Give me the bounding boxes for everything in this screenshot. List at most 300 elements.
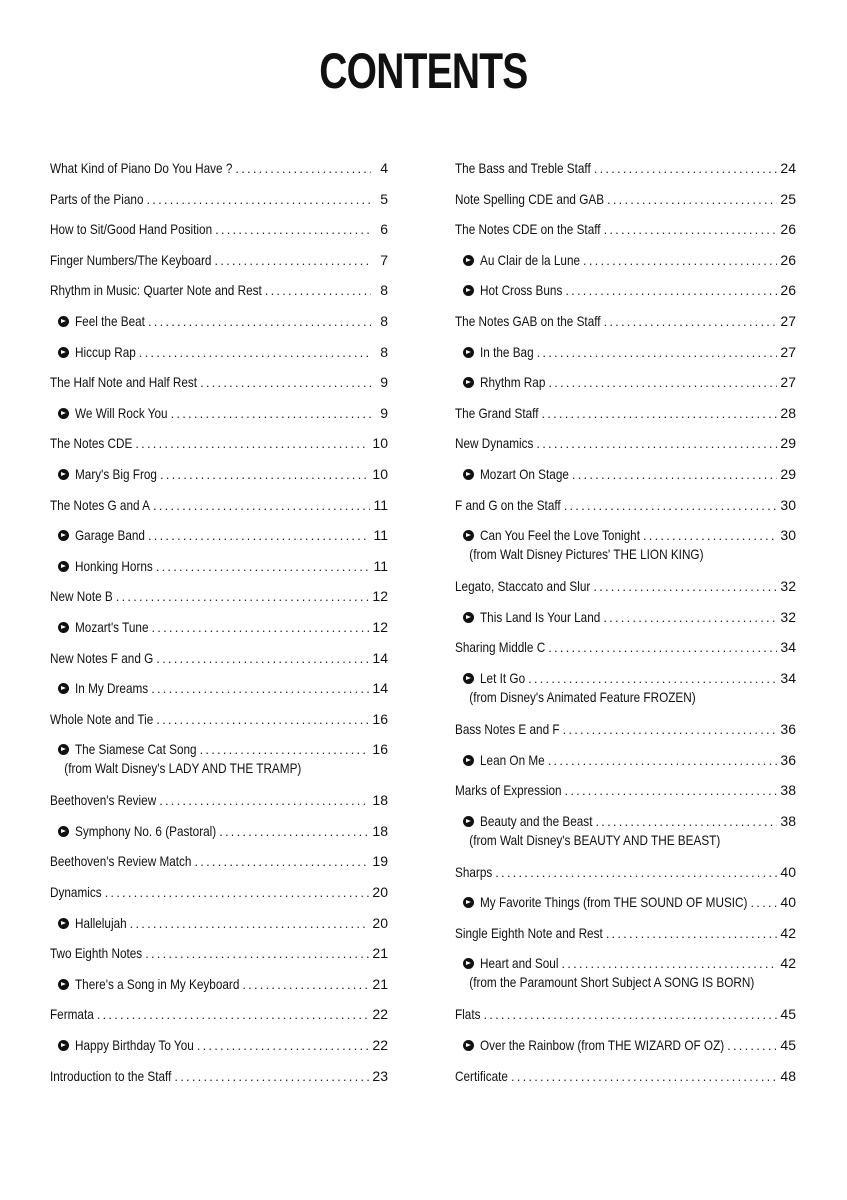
toc-entry-title: Mary's Big Frog	[75, 465, 157, 482]
toc-entry-body	[50, 853, 388, 870]
toc-entry-body	[50, 374, 388, 391]
toc-entry-title: Can You Feel the Love Tonight	[480, 527, 640, 544]
toc-entry-title: Rhythm in Music: Quarter Note and Rest	[50, 282, 262, 299]
toc-entry[interactable]	[455, 782, 796, 813]
toc-entry-body	[455, 1068, 796, 1085]
dot-leader	[561, 955, 777, 972]
toc-page-number: 22	[372, 1006, 388, 1023]
toc-entry-body	[50, 741, 388, 777]
toc-entry-body	[455, 639, 796, 656]
toc-entry-title: The Half Note and Half Rest	[50, 374, 198, 391]
toc-entry-body	[50, 252, 388, 269]
toc-song-entry[interactable]	[455, 527, 796, 578]
toc-entry-title: Legato, Staccato and Slur	[455, 578, 591, 595]
dot-leader	[643, 527, 777, 544]
toc-entry-body	[50, 1006, 388, 1023]
toc-song-entry[interactable]	[455, 955, 796, 1006]
toc-entry-body	[50, 680, 388, 697]
toc-entry-title: Feel the Beat	[75, 312, 145, 329]
dot-leader	[511, 1068, 777, 1085]
audio-track-icon	[58, 469, 69, 480]
toc-entry-body	[50, 945, 388, 962]
toc-page-number: 45	[780, 1006, 796, 1023]
toc-song-entry[interactable]	[50, 344, 388, 375]
toc-page-number: 38	[780, 812, 796, 829]
toc-entry-title: Over the Rainbow (from THE WIZARD OF OZ)	[480, 1037, 725, 1054]
toc-entry-body	[50, 344, 388, 361]
toc-song-entry[interactable]	[455, 1037, 796, 1068]
toc-entry-body	[455, 955, 796, 991]
toc-entry-line	[50, 588, 388, 605]
toc-entry-title: Beethoven's Review	[50, 792, 157, 809]
toc-song-entry[interactable]	[455, 752, 796, 783]
dot-leader	[145, 945, 369, 962]
toc-entry-line	[455, 639, 796, 656]
toc-entry-title: Let It Go	[480, 669, 526, 686]
dot-leader	[135, 435, 369, 452]
toc-page-number: 20	[372, 884, 388, 901]
audio-track-icon	[58, 918, 69, 929]
toc-entry-title: Rhythm Rap	[480, 374, 546, 391]
dot-leader	[265, 282, 371, 299]
toc-song-entry[interactable]	[455, 252, 796, 283]
dot-leader	[200, 374, 371, 391]
toc-song-entry[interactable]	[50, 823, 388, 854]
toc-entry-title: Two Eighth Notes	[50, 945, 143, 962]
toc-entry-title: Lean On Me	[480, 751, 545, 768]
toc-entry[interactable]	[455, 313, 796, 344]
toc-entry-line	[50, 915, 388, 932]
toc-entry-line	[455, 609, 796, 626]
toc-entry[interactable]	[455, 221, 796, 252]
audio-track-icon	[463, 255, 474, 266]
toc-column-right	[455, 160, 796, 1098]
dot-leader	[594, 160, 778, 177]
toc-page-number: 34	[780, 669, 796, 686]
toc-entry-line	[455, 752, 796, 769]
toc-entry-line	[455, 374, 796, 391]
toc-entry[interactable]	[50, 221, 388, 252]
dot-leader	[153, 497, 370, 514]
dot-leader	[563, 721, 778, 738]
toc-entry-title: The Notes CDE	[50, 435, 133, 452]
toc-entry-body	[455, 527, 796, 563]
toc-entry[interactable]	[50, 1006, 388, 1037]
toc-entry-body	[50, 792, 388, 809]
toc-page-number: 22	[372, 1037, 388, 1054]
toc-entry-body	[455, 1037, 796, 1054]
toc-page-number: 29	[780, 465, 796, 482]
audio-track-icon	[463, 530, 474, 541]
toc-entry[interactable]	[50, 191, 388, 222]
toc-entry-line	[50, 741, 388, 758]
toc-entry-body	[455, 221, 796, 238]
dot-leader	[548, 374, 777, 391]
toc-entry-title: Hallelujah	[75, 914, 127, 931]
toc-entry-line	[50, 344, 388, 361]
dot-leader	[130, 915, 370, 932]
toc-page-number: 30	[780, 496, 796, 513]
toc-page-number: 36	[780, 720, 796, 737]
toc-entry-title: Happy Birthday To You	[75, 1037, 194, 1054]
toc-entry-body	[455, 864, 796, 881]
toc-song-entry[interactable]	[50, 558, 388, 589]
toc-entry-line	[455, 160, 796, 177]
toc-entry-line	[50, 191, 388, 208]
toc-entry-body	[455, 344, 796, 361]
toc-song-entry[interactable]	[50, 741, 388, 792]
toc-song-entry[interactable]	[455, 894, 796, 925]
toc-entry-body	[50, 558, 388, 575]
toc-entry[interactable]	[50, 650, 388, 681]
dot-leader	[548, 752, 778, 769]
toc-entry-title: Dynamics	[50, 884, 102, 901]
toc-entry[interactable]	[50, 945, 388, 976]
toc-song-entry[interactable]	[455, 813, 796, 864]
toc-page-number: 5	[380, 190, 388, 207]
audio-track-icon	[58, 316, 69, 327]
toc-entry[interactable]	[455, 721, 796, 752]
toc-page-number: 10	[372, 435, 388, 452]
toc-entry-title: In My Dreams	[75, 680, 149, 697]
toc-entry-title: Sharps	[455, 863, 493, 880]
audio-track-icon	[58, 530, 69, 541]
toc-entry[interactable]	[455, 435, 796, 466]
dot-leader	[159, 792, 369, 809]
toc-page-number: 32	[780, 578, 796, 595]
toc-page-number: 12	[372, 588, 388, 605]
toc-entry[interactable]	[50, 374, 388, 405]
toc-song-entry[interactable]	[50, 915, 388, 946]
toc-entry-line	[455, 466, 796, 483]
toc-entry-line	[455, 282, 796, 299]
toc-entry-title: The Bass and Treble Staff	[455, 160, 591, 176]
toc-entry-line	[50, 792, 388, 809]
dot-leader	[147, 191, 372, 208]
toc-entry-body	[50, 976, 388, 993]
audio-track-icon	[58, 622, 69, 633]
toc-entry-body	[455, 578, 796, 595]
toc-page-number: 38	[780, 782, 796, 799]
dot-leader	[564, 497, 778, 514]
toc-page-number: 19	[372, 853, 388, 870]
toc-song-entry[interactable]	[50, 466, 388, 497]
toc-entry[interactable]	[455, 405, 796, 436]
dot-leader	[151, 680, 369, 697]
toc-page-number: 10	[372, 465, 388, 482]
dot-leader	[604, 221, 778, 238]
toc-page-number: 40	[780, 863, 796, 880]
toc-entry-line	[455, 894, 796, 911]
toc-entry-line	[50, 1068, 388, 1085]
audio-track-icon	[463, 755, 474, 766]
toc-song-entry[interactable]	[455, 466, 796, 497]
toc-entry-line	[50, 823, 388, 840]
toc-page-number: 8	[380, 312, 388, 329]
toc-song-entry[interactable]	[50, 976, 388, 1007]
toc-entry[interactable]	[50, 792, 388, 823]
audio-track-icon	[463, 897, 474, 908]
toc-entry-title: Honking Horns	[75, 557, 153, 574]
dot-leader	[195, 853, 370, 870]
toc-song-entry[interactable]	[50, 313, 388, 344]
toc-entry-body	[455, 497, 796, 514]
toc-entry-body	[455, 752, 796, 769]
toc-entry[interactable]	[455, 864, 796, 895]
toc-entry-title: Hiccup Rap	[75, 343, 136, 360]
toc-entry-title: The Siamese Cat Song	[75, 741, 197, 758]
dot-leader	[528, 670, 777, 687]
toc-entry-body	[50, 527, 388, 544]
toc-entry[interactable]	[455, 1068, 796, 1099]
toc-entry-line	[50, 558, 388, 575]
toc-entry-line	[50, 435, 388, 452]
toc-entry-line	[455, 344, 796, 361]
toc-page-number: 25	[780, 190, 796, 207]
toc-song-entry[interactable]	[50, 680, 388, 711]
toc-entry[interactable]	[455, 497, 796, 528]
toc-entry-body	[455, 894, 796, 911]
audio-track-icon	[463, 612, 474, 623]
toc-entry-body	[50, 405, 388, 422]
toc-page-number: 20	[372, 914, 388, 931]
dot-leader	[235, 160, 371, 177]
toc-entry-title: Heart and Soul	[480, 955, 559, 972]
toc-entry-source: (from the Paramount Short Subject A SONG IS BORN)	[469, 974, 755, 991]
dot-leader	[160, 466, 369, 483]
toc-entry-title: My Favorite Things (from THE SOUND OF MUSIC)	[480, 894, 748, 911]
dot-leader	[242, 976, 369, 993]
toc-entry-title: Certificate	[455, 1067, 508, 1084]
dot-leader	[152, 619, 370, 636]
audio-track-icon	[58, 979, 69, 990]
toc-page-number: 30	[780, 527, 796, 544]
toc-entry-title: How to Sit/Good Hand Position	[50, 221, 213, 238]
toc-page-number: 18	[372, 822, 388, 839]
toc-entry-title: Garage Band	[75, 527, 145, 544]
toc-entry-body	[455, 191, 796, 208]
toc-entry-line	[455, 782, 796, 799]
dot-leader	[548, 639, 777, 656]
toc-entry-body	[50, 1068, 388, 1085]
toc-entry-title: Parts of the Piano	[50, 190, 144, 207]
toc-entry-title: New Notes F and G	[50, 649, 154, 666]
dot-leader	[200, 741, 370, 758]
toc-entry-body	[455, 925, 796, 942]
toc-page-number: 27	[780, 343, 796, 360]
toc-entry-line	[50, 497, 388, 514]
toc-entry[interactable]	[455, 578, 796, 609]
toc-page-number: 8	[380, 343, 388, 360]
audio-track-icon	[58, 683, 69, 694]
dot-leader	[727, 1037, 777, 1054]
toc-entry-title: There's a Song in My Keyboard	[75, 975, 240, 992]
dot-leader	[583, 252, 777, 269]
toc-entry[interactable]	[50, 711, 388, 742]
toc-entry[interactable]	[50, 497, 388, 528]
toc-entry-body	[50, 160, 388, 177]
toc-page-number: 11	[373, 496, 388, 513]
toc-entry-line	[50, 282, 388, 299]
toc-entry-title: Introduction to the Staff	[50, 1067, 172, 1084]
toc-song-entry[interactable]	[50, 619, 388, 650]
toc-song-entry[interactable]	[455, 282, 796, 313]
toc-page-number: 9	[380, 374, 388, 391]
toc-song-entry[interactable]	[50, 527, 388, 558]
toc-entry-title: New Note B	[50, 588, 113, 605]
page-title: CONTENTS	[319, 43, 528, 99]
toc-entry-body	[50, 711, 388, 728]
dot-leader	[197, 1037, 370, 1054]
audio-track-icon	[58, 1040, 69, 1051]
toc-song-entry[interactable]	[455, 374, 796, 405]
toc-entry-line	[50, 619, 388, 636]
toc-entry-line	[50, 1006, 388, 1023]
toc-page-number: 11	[373, 557, 388, 574]
dot-leader	[156, 558, 371, 575]
toc-entry-source: (from Disney's Animated Feature FROZEN)	[469, 688, 696, 705]
toc-entry-title: Flats	[455, 1006, 481, 1023]
toc-page-number: 29	[780, 435, 796, 452]
toc-entry-line	[50, 680, 388, 697]
toc-page-number: 9	[380, 404, 388, 421]
toc-page-number: 34	[780, 639, 796, 656]
toc-entry-body	[50, 466, 388, 483]
toc-entry-body	[455, 405, 796, 422]
dot-leader	[174, 1068, 369, 1085]
dot-leader	[171, 405, 371, 422]
audio-track-icon	[463, 285, 474, 296]
toc-entry-line	[50, 976, 388, 993]
toc-page-number: 45	[780, 1037, 796, 1054]
toc-entry-title: Symphony No. 6 (Pastoral)	[75, 822, 217, 839]
toc-entry-line	[455, 527, 796, 544]
audio-track-icon	[58, 561, 69, 572]
toc-entry-line	[50, 711, 388, 728]
toc-entry[interactable]	[50, 282, 388, 313]
toc-entry-source: (from Walt Disney's BEAUTY AND THE BEAST)	[469, 831, 721, 848]
toc-entry[interactable]	[50, 1068, 388, 1099]
dot-leader	[606, 925, 778, 942]
toc-entry-line	[50, 466, 388, 483]
audio-track-icon	[463, 673, 474, 684]
toc-page-number: 12	[372, 618, 388, 635]
toc-entry[interactable]	[455, 1006, 796, 1037]
toc-entry-body	[455, 160, 796, 177]
toc-entry-line	[50, 374, 388, 391]
toc-entry-title: Marks of Expression	[455, 782, 562, 799]
dot-leader	[219, 823, 369, 840]
audio-track-icon	[58, 408, 69, 419]
toc-entry-body	[50, 435, 388, 452]
toc-entry-body	[50, 282, 388, 299]
toc-entry-body	[50, 915, 388, 932]
toc-entry-body	[50, 497, 388, 514]
audio-track-icon	[58, 347, 69, 358]
toc-song-entry[interactable]	[455, 670, 796, 721]
dot-leader	[97, 1006, 370, 1023]
toc-entry-line	[455, 1068, 796, 1085]
toc-song-entry[interactable]	[50, 1037, 388, 1068]
toc-entry-title: F and G on the Staff	[455, 496, 561, 513]
toc-page-number: 24	[780, 160, 796, 176]
toc-page-number: 23	[372, 1067, 388, 1084]
toc-entry-line	[50, 160, 388, 177]
toc-entry[interactable]	[50, 435, 388, 466]
audio-track-icon	[58, 744, 69, 755]
toc-entry-title: The Notes GAB on the Staff	[455, 312, 601, 329]
toc-entry[interactable]	[50, 160, 388, 191]
audio-track-icon	[463, 1040, 474, 1051]
audio-track-icon	[463, 816, 474, 827]
toc-entry-body	[455, 313, 796, 330]
toc-entry-body	[455, 782, 796, 799]
toc-page-number: 4	[380, 160, 388, 176]
toc-page-number: 26	[780, 221, 796, 238]
toc-song-entry[interactable]	[455, 609, 796, 640]
toc-page-number: 27	[780, 374, 796, 391]
toc-entry-body	[455, 435, 796, 452]
dot-leader	[603, 609, 777, 626]
toc-page-number: 18	[372, 792, 388, 809]
toc-entry-body	[50, 823, 388, 840]
toc-entry-body	[50, 884, 388, 901]
toc-page-number: 42	[780, 955, 796, 972]
toc-entry[interactable]	[50, 884, 388, 915]
toc-entry-line	[455, 497, 796, 514]
toc-entry[interactable]	[455, 191, 796, 222]
toc-entry-line	[50, 313, 388, 330]
dot-leader	[214, 252, 371, 269]
toc-entry-title: Hot Cross Buns	[480, 282, 563, 299]
toc-page-number: 14	[372, 680, 388, 697]
toc-page-number: 6	[380, 221, 388, 238]
toc-song-entry[interactable]	[455, 344, 796, 375]
audio-track-icon	[463, 347, 474, 358]
toc-entry[interactable]	[455, 160, 796, 191]
toc-entry[interactable]	[50, 853, 388, 884]
toc-page-number: 48	[780, 1067, 796, 1084]
toc-page-number: 21	[372, 945, 388, 962]
dot-leader	[537, 344, 778, 361]
toc-entry-title: Sharing Middle C	[455, 639, 546, 656]
toc-entry-source: (from Walt Disney's LADY AND THE TRAMP)	[64, 760, 302, 777]
toc-column-left	[50, 160, 388, 1098]
toc-entry-body	[50, 650, 388, 667]
toc-entry-line	[455, 670, 796, 687]
toc-entry-source: (from Walt Disney Pictures' THE LION KING)	[469, 546, 704, 563]
toc-entry-body	[455, 670, 796, 706]
dot-leader	[541, 405, 777, 422]
toc-entry-line	[455, 191, 796, 208]
toc-entry-line	[50, 650, 388, 667]
toc-entry[interactable]	[455, 925, 796, 956]
dot-leader	[156, 650, 369, 667]
toc-entry-title: Au Clair de la Lune	[480, 251, 581, 268]
toc-entry[interactable]	[50, 252, 388, 283]
toc-entry-body	[455, 813, 796, 849]
toc-entry[interactable]	[455, 639, 796, 670]
dot-leader	[495, 864, 777, 881]
toc-page-number: 7	[380, 251, 388, 268]
toc-entry-line	[50, 405, 388, 422]
toc-song-entry[interactable]	[50, 405, 388, 436]
toc-entry-title: Beethoven's Review Match	[50, 853, 192, 870]
toc-entry-title: This Land Is Your Land	[480, 608, 601, 625]
toc-entry-title: Beauty and the Beast	[480, 812, 593, 829]
toc-entry-line	[455, 435, 796, 452]
toc-entry[interactable]	[50, 588, 388, 619]
